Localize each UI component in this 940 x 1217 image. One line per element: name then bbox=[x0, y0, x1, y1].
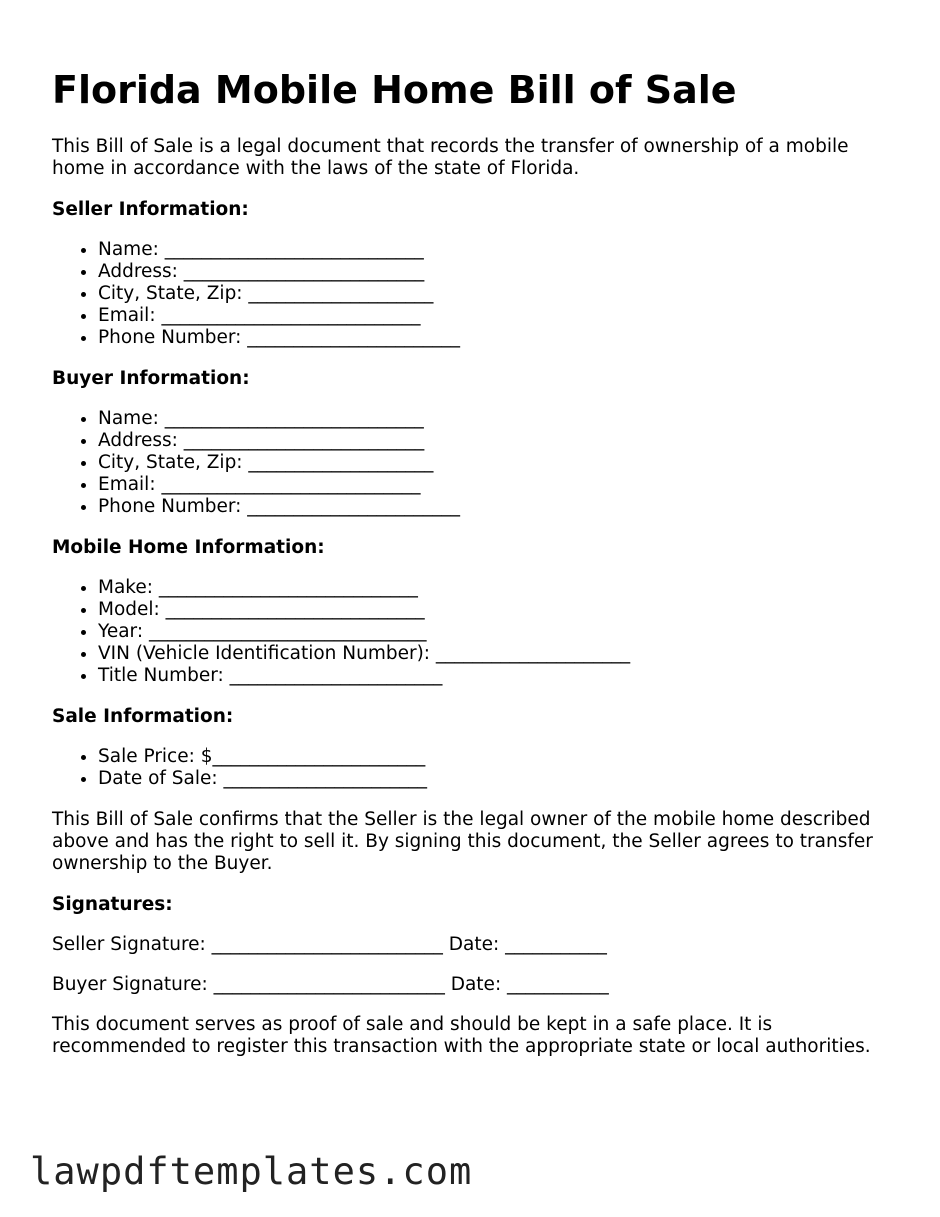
buyer-signature-line: Buyer Signature: _________________________ Date: ___________ bbox=[52, 974, 609, 995]
sale-date-field: • Date of Sale: ______________________ bbox=[98, 768, 882, 790]
home-model-field: • Model: ____________________________ bbox=[98, 599, 882, 621]
buyer-field-list bbox=[52, 408, 882, 518]
closing-paragraph: This document serves as proof of sale and should be kept in a safe place. It is recommended to register this transaction with the appropriate state or local authorities. bbox=[52, 1014, 871, 1057]
seller-city-field: • City, State, Zip: ____________________ bbox=[98, 283, 882, 305]
intro-paragraph: This Bill of Sale is a legal document that records the transfer of ownership of a mobile home in accordance with the laws of the state of Florida. bbox=[52, 136, 849, 179]
home-title-number-field: • Title Number: _______________________ bbox=[98, 665, 882, 687]
sale-field-list bbox=[52, 746, 882, 790]
document-title: Florida Mobile Home Bill of Sale bbox=[52, 68, 737, 112]
signatures-heading: Signatures: bbox=[52, 894, 173, 915]
sale-heading: Sale Information: bbox=[52, 706, 234, 727]
buyer-address-field: • Address: __________________________ bbox=[98, 430, 882, 452]
home-vin-field: • VIN (Vehicle Identification Number): _____________________ bbox=[98, 643, 882, 665]
document-page bbox=[52, 68, 882, 1058]
buyer-city-field: • City, State, Zip: ____________________ bbox=[98, 452, 882, 474]
seller-address-field: • Address: __________________________ bbox=[98, 261, 882, 283]
seller-phone-field: • Phone Number: _______________________ bbox=[98, 327, 882, 349]
home-heading: Mobile Home Information: bbox=[52, 537, 325, 558]
home-make-field: • Make: ____________________________ bbox=[98, 577, 882, 599]
home-field-list bbox=[52, 577, 882, 687]
seller-name-field: • Name: ____________________________ bbox=[98, 239, 882, 261]
buyer-heading: Buyer Information: bbox=[52, 368, 250, 389]
seller-field-list bbox=[52, 239, 882, 349]
buyer-phone-field: • Phone Number: _______________________ bbox=[98, 496, 882, 518]
seller-heading: Seller Information: bbox=[52, 199, 249, 220]
buyer-name-field: • Name: ____________________________ bbox=[98, 408, 882, 430]
confirmation-paragraph: This Bill of Sale confirms that the Seller is the legal owner of the mobile home described above and has the right to sell it. By signing this document, the Seller agrees to transfer ownership to the Buyer. bbox=[52, 809, 873, 874]
home-year-field: • Year: ______________________________ bbox=[98, 621, 882, 643]
sale-price-field: • Sale Price: $_______________________ bbox=[98, 746, 882, 768]
seller-email-field: • Email: ____________________________ bbox=[98, 305, 882, 327]
buyer-email-field: • Email: ____________________________ bbox=[98, 474, 882, 496]
seller-signature-line: Seller Signature: _________________________ Date: ___________ bbox=[52, 934, 607, 955]
watermark-text: lawpdftemplates.com bbox=[30, 1150, 473, 1193]
